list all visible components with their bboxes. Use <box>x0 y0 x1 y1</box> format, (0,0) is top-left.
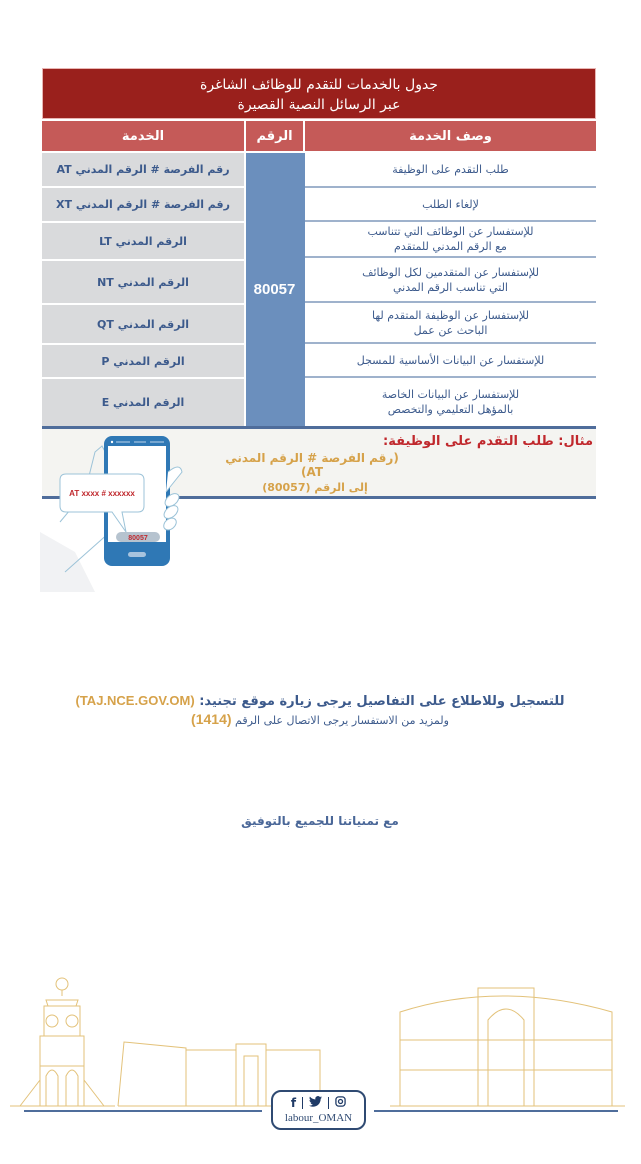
example-message-format: (رقم الفرصة # الرقم المدني AT) <box>225 451 399 479</box>
example-title: مثال: طلب التقدم على الوظيفة: <box>383 434 593 449</box>
description-line: للإستفسار عن البيانات الخاصة <box>381 388 520 401</box>
header-service: الخدمة <box>42 121 244 151</box>
facebook-icon[interactable]: f <box>290 1096 297 1110</box>
service-cell: الرقم المدني QT <box>42 305 244 343</box>
instagram-icon[interactable] <box>335 1096 346 1110</box>
header-description: وصف الخدمة <box>305 121 596 151</box>
service-cell: الرقم المدني P <box>42 345 244 377</box>
description-cell <box>305 258 596 303</box>
description-cell <box>305 303 596 344</box>
description-line: التي تناسب الرقم المدني <box>393 280 508 294</box>
description-line: طلب التقدم على الوظيفة <box>392 163 509 176</box>
header-number: الرقم <box>246 121 303 151</box>
description-line: لإلغاء الطلب <box>422 197 479 211</box>
description-cell <box>305 378 596 426</box>
service-cell: الرقم المدني LT <box>42 223 244 259</box>
wishes-text: مع تمنياتنا للجميع بالتوفيق <box>241 814 399 828</box>
example-send-to: إلى الرقم (80057) <box>262 481 368 494</box>
description-line: بالمؤهل التعليمي والتخصص <box>387 403 514 416</box>
description-cell <box>305 188 596 222</box>
phone-illustration <box>40 432 200 597</box>
description-line: للإستفسار عن الوظيفة المتقدم لها <box>371 308 530 322</box>
sleeve-shape <box>40 532 95 592</box>
service-cell: الرقم المدني NT <box>42 261 244 303</box>
service-cell: الرقم المدني E <box>42 379 244 426</box>
footer-rule-right <box>374 1110 618 1112</box>
twitter-icon[interactable] <box>309 1096 322 1110</box>
clock-tower <box>10 978 115 1106</box>
description-line: للإستفسار عن المتقدمين لكل الوظائف <box>362 265 539 279</box>
description-cell <box>305 344 596 378</box>
footer-rule-left <box>24 1110 262 1112</box>
website-link[interactable]: (TAJ.NCE.GOV.OM) <box>75 693 195 708</box>
description-line: للإستفسار عن البيانات الأساسية للمسجل <box>356 353 545 367</box>
description-line: مع الرقم المدني للمتقدم <box>394 240 507 253</box>
info-line <box>60 711 580 727</box>
service-cell: رقم الفرصة # الرقم المدني XT <box>42 188 244 221</box>
table-title-line2: عبر الرسائل النصية القصيرة <box>237 97 401 113</box>
message-text: AT xxxx # xxxxxx <box>69 489 135 498</box>
registration-text: للتسجيل وللاطلاع على التفاصيل يرجى زيارة موقع تجنيد: <box>199 694 565 709</box>
info-text: ولمزيد من الاستفسار يرجى الاتصال على الرقم <box>235 714 449 727</box>
description-line: الباحث عن عمل <box>413 323 488 337</box>
social-media-box <box>271 1090 366 1130</box>
table-title-line1: جدول بالخدمات للتقدم للوظائف الشاغرة <box>200 77 438 93</box>
registration-line <box>60 693 580 709</box>
description-cell <box>305 222 596 258</box>
divider <box>302 1097 303 1109</box>
recipient-number: 80057 <box>128 535 148 542</box>
divider <box>328 1097 329 1109</box>
social-handle[interactable]: labour_OMAN <box>284 1112 353 1124</box>
hotline-number[interactable]: (1414) <box>191 711 232 727</box>
table-title <box>42 68 596 119</box>
round-building <box>390 988 625 1106</box>
sms-number-cell: 80057 <box>246 153 303 426</box>
service-cell: رقم الفرصة # الرقم المدني AT <box>42 153 244 186</box>
skyline-illustration <box>0 960 641 1110</box>
description-line: للإستفسار عن الوظائف التي تتناسب <box>367 225 534 238</box>
description-cell <box>305 153 596 188</box>
